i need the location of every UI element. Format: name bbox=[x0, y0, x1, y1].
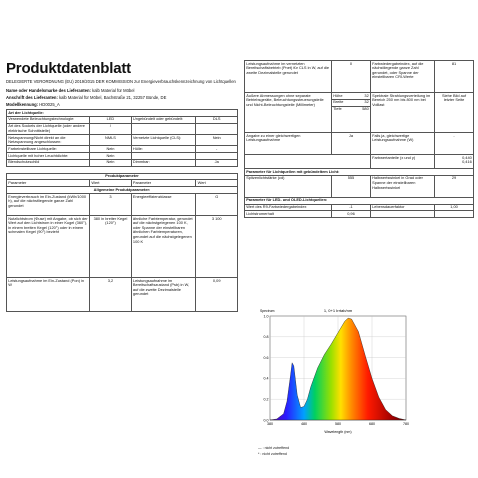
table-row bbox=[7, 159, 238, 166]
product-parameter-table bbox=[6, 173, 238, 312]
table-row bbox=[7, 146, 238, 153]
section-light-type: Art der Lichtquelle: bbox=[7, 110, 238, 117]
equivalent-power-label: Falls ja, gleichwertige Leistungsaufnahme (W) bbox=[370, 133, 434, 155]
table-row bbox=[245, 211, 474, 218]
led-section: Parameter für LED- und OLED-Lichtquellen: bbox=[245, 197, 474, 204]
beam-angle-label: Halbwertswinkel in Grad oder Spanne der einstellbaren Halbwertswinkel bbox=[370, 175, 434, 197]
legend-note-1: — : nicht zutreffend bbox=[258, 446, 290, 450]
height-value: 32 bbox=[351, 93, 370, 99]
parameter-label: Nutzlichtstrom (Φuse) mit Angabe, ob sich der Wert auf den Lichtstrom in einer Kugel (360°), in einem breiten Kegel (120°) oder in einem schmalen Kegel (90°) bezieht bbox=[7, 216, 90, 278]
spectral-value: Siehe Bild auf letzter Seite bbox=[435, 93, 474, 133]
parameter-value: 3 bbox=[90, 194, 132, 216]
chromaticity-blank-2 bbox=[332, 155, 371, 169]
chromaticity-values bbox=[435, 155, 474, 169]
product-parameter-title: Produktparameter bbox=[7, 173, 238, 180]
y-tick-label: 0.6 bbox=[263, 355, 269, 360]
chromaticity-x: 0,440 bbox=[462, 154, 472, 160]
dimensions-label: Äußere Abmessungen ohne separate Betriebsgeräte, Beleuchtungssteuerungsteile und Nicht-Beleuchtungsteile (Millimeter) bbox=[245, 93, 332, 133]
spectrum-svg bbox=[256, 302, 412, 444]
parameter-label-2 bbox=[131, 153, 196, 160]
cri-value: 81 bbox=[435, 61, 474, 93]
parameter-value: Nein bbox=[90, 146, 132, 153]
col-header-parameter-2: Parameter bbox=[131, 180, 196, 187]
dimensions-table bbox=[332, 93, 370, 112]
left-column bbox=[6, 60, 238, 312]
table-row bbox=[245, 204, 474, 211]
parameter-label: Blendschutzschild bbox=[7, 159, 90, 166]
parameter-label-2: Vernetzte Lichtquelle (CLS): bbox=[131, 134, 196, 145]
parameter-label: Lichtquelle mit hoher Leuchtdichte: bbox=[7, 153, 90, 160]
parameter-label: Energieverbrauch im Ein-Zustand (kWh/1000 h), auf die nächstliegende ganze Zahl gerundet bbox=[7, 194, 90, 216]
chromaticity-blank bbox=[245, 155, 332, 169]
parameter-value: Nein bbox=[90, 159, 132, 166]
model-id-value: HD0025_A bbox=[39, 102, 60, 107]
parameter-value-2: - bbox=[196, 146, 238, 153]
parameter-value-2: DLS bbox=[196, 116, 238, 123]
parameter-label-2: Hülle: bbox=[131, 146, 196, 153]
table-row bbox=[7, 216, 238, 278]
parameter-value-2: Ja bbox=[196, 159, 238, 166]
parameter-value-2: 0,09 bbox=[196, 278, 238, 312]
equivalent-power-claim-label: Angabe zu einer gleichwertigen Leistungsaufnahme bbox=[245, 133, 332, 155]
supplier-name-label: Name oder Handelsmarke des Lieferanten: bbox=[6, 88, 91, 93]
parameter-label-2: Leistungsaufnahme im Bereitschaftszustand (Psb) in W, auf die zweite Dezimalstelle gerundet bbox=[131, 278, 196, 312]
table-row bbox=[245, 61, 474, 93]
parameter-value-2: 3 100 bbox=[196, 216, 238, 278]
peak-intensity-value: 555 bbox=[332, 175, 371, 197]
parameter-value-2 bbox=[196, 123, 238, 134]
col-header-parameter: Parameter bbox=[7, 180, 90, 187]
supplier-address-label: Anschrift des Lieferanten: bbox=[6, 95, 58, 100]
x-tick-label: 580 bbox=[335, 422, 341, 426]
model-id bbox=[6, 102, 238, 107]
regulation-subtitle: DELEGIERTE VERORDNUNG (EU) 2019/2015 DER KOMMISSION zur Energieverbrauchskennzeichnung von Lichtquellen bbox=[6, 79, 236, 84]
peak-intensity-label: Spitzenlichtstärke (cd) bbox=[245, 175, 332, 197]
x-tick-label: 780 bbox=[403, 422, 409, 426]
equivalent-power-value: - bbox=[435, 133, 474, 155]
table-row bbox=[7, 116, 238, 123]
chromaticity-label: Farbwertanteile (x und y) bbox=[370, 155, 434, 169]
parameter-value-2: G bbox=[196, 194, 238, 216]
directional-section: Parameter für Lichtquellen mit gebündeltem Licht: bbox=[245, 169, 474, 176]
light-source-type-table bbox=[6, 109, 238, 167]
parameter-value: / bbox=[90, 123, 132, 134]
survival-factor-value: 1,00 bbox=[435, 204, 474, 211]
parameter-label-2: Energieeffizienzklasse bbox=[131, 194, 196, 216]
parameter-label: Netzspannung/Nicht direkt an die Netzspannung angeschlossen: bbox=[7, 134, 90, 145]
parameter-value: 380 in breiter Kegel (120°) bbox=[90, 216, 132, 278]
supplier-address-value: kalb Material für Möbel, Bachstraße 21, 32257 Bünde, DE bbox=[59, 95, 167, 100]
y-tick-label: 0.8 bbox=[263, 335, 269, 340]
legend-note-2: * : nicht zutreffend bbox=[258, 452, 287, 456]
parameter-label-2 bbox=[131, 123, 196, 134]
table-row bbox=[7, 194, 238, 216]
y-axis-label: Spectrum bbox=[260, 309, 275, 313]
depth-value: 580 bbox=[362, 106, 369, 112]
parameter-value-2: Nein bbox=[196, 134, 238, 145]
r9-label: Wert des R9-Farbwiedergabeindex bbox=[245, 204, 332, 211]
page-title: Produktdatenblatt bbox=[6, 60, 131, 77]
spectrum-chart bbox=[256, 302, 412, 444]
cri-label: Farbwiedergabeindex, auf die nächstliegende ganze Zahl gerundet, oder Spanne der einstellbaren CRI-Werte bbox=[370, 61, 434, 93]
right-parameter-table bbox=[244, 60, 474, 218]
y-tick-label: 1.0 bbox=[263, 314, 269, 319]
parameter-value: 3,2 bbox=[90, 278, 132, 312]
x-axis-label: Wavelength (nm) bbox=[324, 430, 352, 434]
lumen-maintenance-value: 0,96 bbox=[332, 211, 371, 218]
parameter-value: NMLS bbox=[90, 134, 132, 145]
supplier-name bbox=[6, 88, 238, 93]
parameter-value-2 bbox=[196, 153, 238, 160]
x-tick-label: 680 bbox=[369, 422, 375, 426]
survival-factor-label: Lebensdauerfaktor bbox=[370, 204, 434, 211]
height-label: Höhe bbox=[332, 93, 351, 99]
equivalent-power-claim-value: Ja bbox=[332, 133, 371, 155]
chart-title: 1, 0+1 Irrtab/nm bbox=[323, 308, 353, 313]
parameter-label: Leistungsaufnahme im Ein-Zustand (Pon) in W bbox=[7, 278, 90, 312]
table-row bbox=[245, 133, 474, 155]
parameter-value: Nein bbox=[90, 153, 132, 160]
table-row bbox=[245, 155, 474, 169]
supplier-address bbox=[6, 95, 238, 100]
parameter-label-2: Ungebündelt oder gebündelt: bbox=[131, 116, 196, 123]
r9-value: -1 bbox=[332, 204, 371, 211]
dimensions-cell bbox=[332, 93, 371, 133]
y-tick-label: 0.2 bbox=[263, 397, 269, 402]
beam-angle-value: 29 bbox=[435, 175, 474, 197]
y-tick-label: 0.4 bbox=[263, 376, 269, 381]
parameter-label: Farbeinstellbare Lichtquelle: bbox=[7, 146, 90, 153]
networked-standby-label: Leistungsaufnahme im vernetzten Bereitschaftsbetrieb (Pnet) für CLS in W, auf die zweite Dezimalstelle gerundet bbox=[245, 61, 332, 93]
model-id-label: Modellkennung: bbox=[6, 102, 39, 107]
width-label: Breite bbox=[332, 99, 351, 106]
general-parameters-section: Allgemeine Produktparameter: bbox=[7, 187, 238, 194]
col-header-value-2: Wert bbox=[196, 180, 238, 187]
width-value: 32 bbox=[351, 99, 370, 106]
parameter-label-2: ähnliche Farbtemperatur, gerundet auf die nächstgelegenen 100 K, oder Spanne der einstellbaren ähnlichen Farbtemperaturen, gerundet auf die nächstgelegenen 100 K bbox=[131, 216, 196, 278]
supplier-name-value: kalb Material für Möbel bbox=[92, 88, 135, 93]
parameter-label: Art des Sockels der Lichtquelle (oder andere elektrische Schnittstelle) bbox=[7, 123, 90, 134]
table-row bbox=[7, 278, 238, 312]
table-row bbox=[7, 134, 238, 145]
depth-label: Tiefe bbox=[333, 106, 342, 112]
table-row bbox=[245, 93, 474, 133]
x-tick-label: 480 bbox=[301, 422, 307, 426]
y-tick-label: 0.0 bbox=[263, 418, 269, 423]
spectral-label: Spektrale Strahlungsverteilung im Bereich 250 nm bis 800 nm bei Volllast bbox=[370, 93, 434, 133]
table-row bbox=[7, 153, 238, 160]
parameter-value: LED bbox=[90, 116, 132, 123]
right-column bbox=[244, 60, 474, 218]
chromaticity-y: 0,416 bbox=[462, 159, 472, 165]
table-row bbox=[7, 123, 238, 134]
col-header-value: Wert bbox=[90, 180, 132, 187]
networked-standby-value: 0 bbox=[332, 61, 371, 93]
parameter-label: Verwendete Beleuchtungstechnologie: bbox=[7, 116, 90, 123]
table-row bbox=[245, 175, 474, 197]
blank-cell-2 bbox=[435, 211, 474, 218]
blank-cell bbox=[370, 211, 434, 218]
x-tick-label: 380 bbox=[267, 422, 273, 426]
lumen-maintenance-label: Lichtstromerhalt bbox=[245, 211, 332, 218]
parameter-label-2: Dimmbar: bbox=[131, 159, 196, 166]
